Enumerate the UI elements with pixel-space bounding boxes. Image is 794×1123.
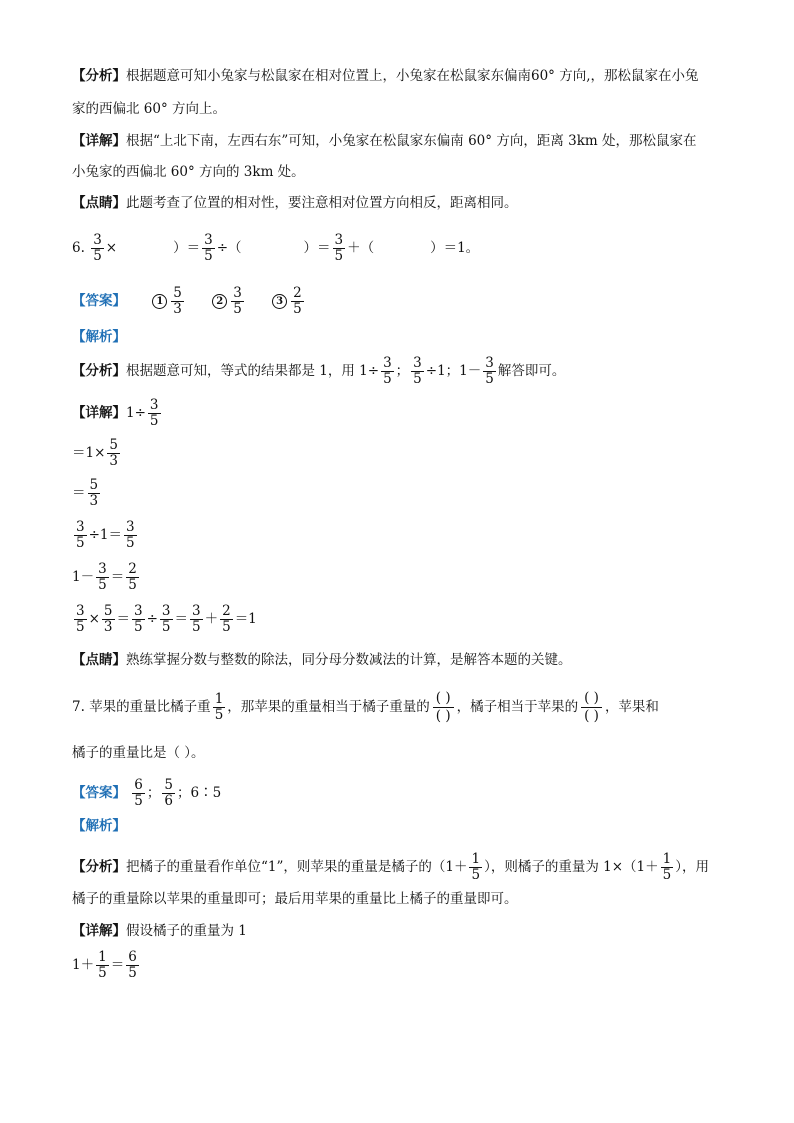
answer-fraction: $\frac{6}{5}$	[134, 777, 143, 809]
text: 橘子的重量除以苹果的重量即可；最后用苹果的重量比上橘子的重量即可。	[72, 891, 518, 907]
answer-fraction: $\frac{3}{5}$	[233, 285, 242, 317]
q7-answer	[72, 778, 221, 809]
q6-parse-tag-line	[72, 327, 126, 347]
q6-analysis	[72, 356, 565, 387]
fraction: $\frac{1}{5}$	[662, 851, 672, 883]
fraction: $\frac{2}{5}$	[128, 561, 137, 593]
fraction: $\frac{3}{5}$	[161, 603, 171, 635]
text: ；	[176, 785, 191, 801]
q6-comment	[72, 650, 572, 670]
text: ÷1＝	[88, 527, 122, 543]
text: 1÷	[126, 405, 146, 421]
q7-question-line2	[72, 743, 205, 763]
q6-answer	[72, 286, 306, 317]
text: ＝	[110, 569, 125, 585]
q7-parse-tag-line	[72, 816, 126, 836]
fraction: $\frac{3}{5}$	[413, 355, 422, 387]
text: ，橘子相当于苹果的	[456, 699, 579, 715]
fraction: $\frac{3}{5}$	[485, 355, 494, 387]
fraction: $\frac{3}{5}$	[204, 232, 213, 264]
q6-step4	[72, 562, 141, 593]
fraction: $\frac{3}{5}$	[76, 603, 85, 635]
q7-calc	[72, 950, 141, 981]
parse-tag: 【解析】	[72, 329, 126, 345]
q5-analysis-line1	[72, 66, 699, 86]
text: ＝	[116, 611, 130, 627]
text: ）＝1。	[430, 240, 480, 256]
comment-tag: 【点睛】	[72, 195, 126, 211]
q5-analysis-line2	[72, 99, 226, 119]
fraction: $\frac{3}{5}$	[98, 561, 107, 593]
text: 假设橘子的重量为 1	[126, 923, 247, 939]
q7-question-line1	[72, 690, 659, 725]
fraction: $\frac{3}{5}$	[383, 355, 392, 387]
circled-number: 2	[212, 294, 227, 309]
blank-fraction[interactable]: $\frac{( )}{( )}$	[581, 690, 602, 725]
comment-tag: 【点睛】	[72, 652, 126, 668]
answer-fraction: $\frac{2}{5}$	[293, 285, 302, 317]
times-sign: ×	[105, 240, 118, 256]
text: 根据题意可知，等式的结果都是 1，用 1÷	[126, 363, 380, 379]
text: 苹果的重量比橘子重	[89, 699, 211, 715]
analysis-tag: 【分析】	[72, 859, 126, 875]
text: ＝	[110, 957, 125, 973]
q6-step1	[72, 438, 122, 469]
text: ＝1×	[72, 445, 106, 461]
fraction: $\frac{2}{5}$	[222, 603, 231, 635]
fraction: $\frac{1}{5}$	[471, 851, 481, 883]
detail-tag: 【详解】	[72, 405, 126, 421]
answer-tag: 【答案】	[72, 293, 126, 309]
fraction: $\frac{3}{5}$	[134, 603, 143, 635]
text: ；	[395, 363, 410, 379]
text: ＝	[174, 611, 188, 627]
fraction: $\frac{3}{5}$	[93, 232, 102, 264]
q5-analysis-text2: 家的西偏北 60° 方向上。	[72, 101, 227, 117]
fraction: $\frac{5}{3}$	[103, 603, 113, 635]
parse-tag: 【解析】	[72, 818, 126, 834]
answer-tag: 【答案】	[72, 785, 126, 801]
text: ），则橘子的重量为 1×（1＋	[484, 859, 659, 875]
fraction: $\frac{5}{3}$	[109, 437, 118, 469]
q7-analysis-line2	[72, 889, 518, 909]
text: ＋	[204, 611, 219, 627]
q5-detail-text: 根据“上北下南，左西右东”可知，小兔家在松鼠家东偏南 60° 方向，距离 3km 处，那松鼠家在	[126, 133, 697, 149]
blank-fraction[interactable]: $\frac{( )}{( )}$	[433, 690, 454, 725]
text: ）＝	[173, 240, 201, 256]
text: ÷1；1－	[425, 363, 482, 379]
text: ；	[146, 785, 161, 801]
fraction: $\frac{5}{3}$	[89, 477, 99, 509]
text: 把橘子的重量看作单位“1”，则苹果的重量是橘子的（1＋	[126, 859, 468, 875]
circled-number: 1	[152, 294, 167, 309]
question-number: 6.	[72, 240, 85, 256]
circled-number: 3	[272, 294, 287, 309]
fraction: $\frac{3}{5}$	[149, 397, 159, 429]
text: ）＝	[303, 240, 331, 256]
text: 解答即可。	[497, 363, 566, 379]
text: ，苹果和	[604, 699, 659, 715]
q6-step2	[72, 478, 102, 509]
detail-tag: 【详解】	[72, 923, 126, 939]
q5-detail-line2	[72, 162, 305, 182]
analysis-tag: 【分析】	[72, 363, 126, 379]
text: 熟练掌握分数与整数的除法，同分母分数减法的计算，是解答本题的关键。	[126, 652, 572, 668]
text: ＝	[72, 485, 86, 501]
q6-step3	[72, 520, 139, 551]
q6-detail	[72, 398, 163, 429]
text: ，那苹果的重量相当于橘子重量的	[227, 699, 430, 715]
fraction: $\frac{3}{5}$	[76, 519, 85, 551]
q6-question	[72, 233, 479, 264]
answer-ratio: 6∶5	[190, 785, 222, 801]
q5-analysis-text: 根据题意可知小兔家与松鼠家在相对位置上，小兔家在松鼠家东偏南60° 方向,，那松鼠家在小兔	[126, 68, 699, 84]
text: 橘子的重量比是（ ）。	[72, 745, 205, 761]
detail-tag: 【详解】	[72, 133, 126, 149]
text: ÷	[146, 611, 158, 627]
fraction: $\frac{3}{5}$	[192, 603, 201, 635]
text: ＝1	[234, 611, 257, 627]
text: ÷（	[216, 240, 242, 256]
fraction: $\frac{1}{5}$	[214, 691, 224, 723]
fraction: $\frac{6}{5}$	[128, 949, 137, 981]
q7-analysis-line1	[72, 852, 709, 883]
text: 1－	[72, 569, 95, 585]
answer-fraction: $\frac{5}{3}$	[173, 285, 182, 317]
q6-step5	[72, 604, 257, 635]
q5-detail-line1	[72, 131, 696, 151]
q5-detail-text2: 小兔家的西偏北 60° 方向的 3km 处。	[72, 164, 305, 180]
analysis-tag: 【分析】	[72, 68, 126, 84]
answer-fraction: $\frac{5}{6}$	[164, 777, 173, 809]
text: 1＋	[72, 957, 95, 973]
q7-detail	[72, 921, 247, 941]
q5-comment-text: 此题考查了位置的相对性，要注意相对位置方向相反，距离相同。	[126, 195, 518, 211]
question-number: 7.	[72, 699, 85, 715]
text: ×	[88, 611, 100, 627]
q5-comment-line	[72, 193, 518, 213]
fraction: $\frac{3}{5}$	[126, 519, 135, 551]
text: ），用	[675, 859, 709, 875]
text: ＋（	[347, 240, 375, 256]
fraction: $\frac{1}{5}$	[98, 949, 107, 981]
fraction: $\frac{3}{5}$	[334, 232, 344, 264]
